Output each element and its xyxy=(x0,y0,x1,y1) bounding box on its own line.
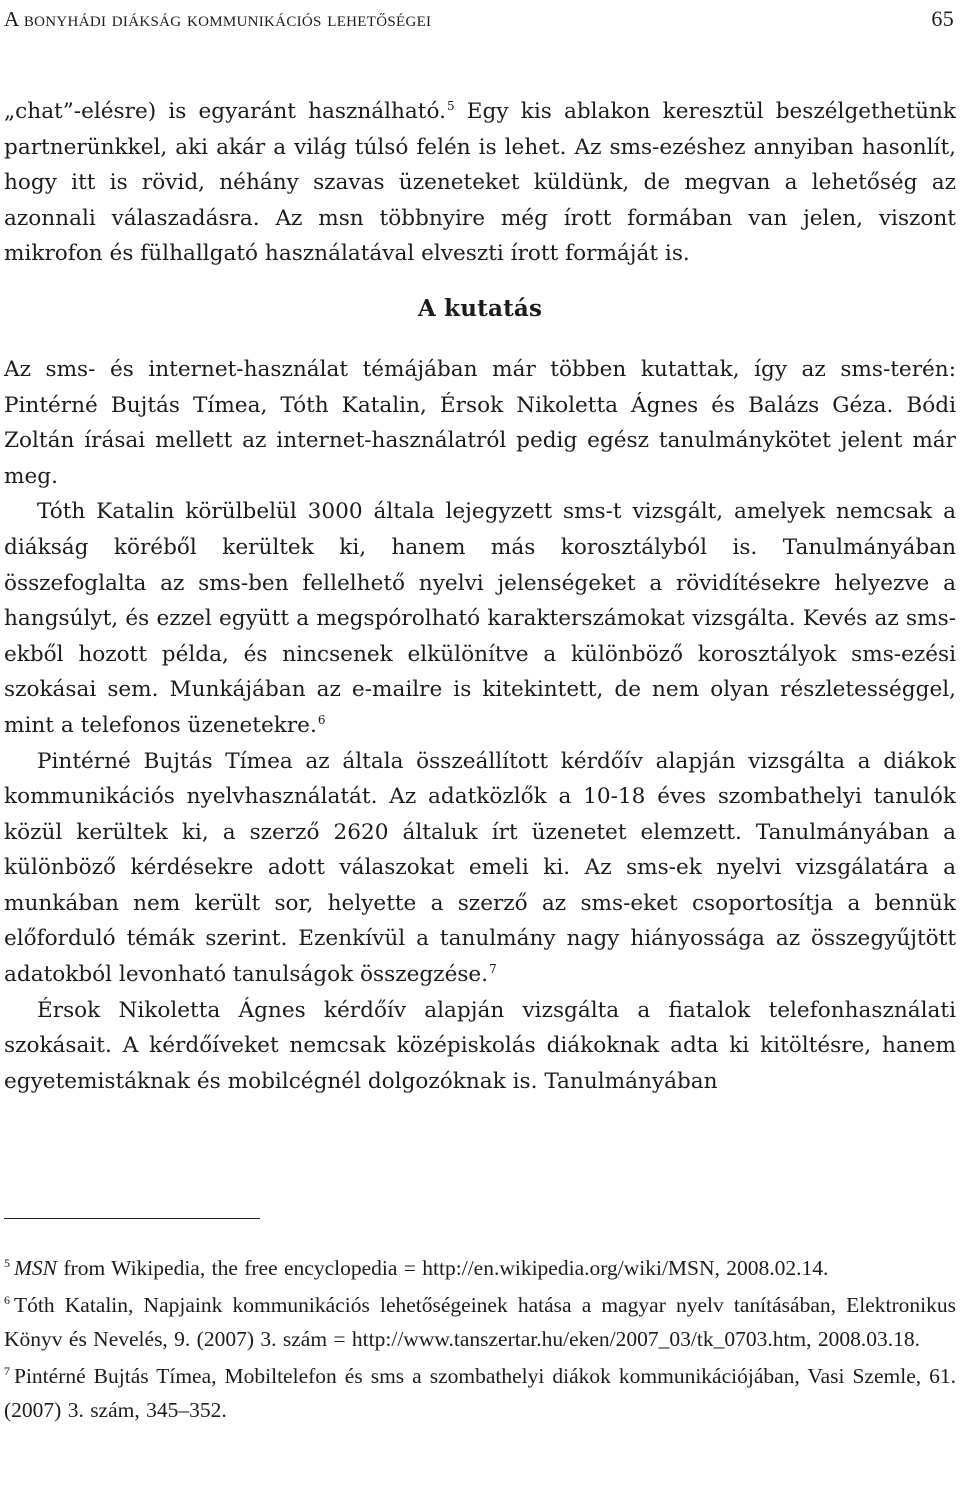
paragraph-3-text: Tóth Katalin körülbelül 3000 általa lejegyzett sms-t vizsgált, amelyek nemcsak a diákság köréből kerültek ki, hanem más korosztályból is. Tanulmányában összefoglalta az sms-ben fellelhető nyelvi jelenségeket a rövidítésekre helyezve a hangsúlyt, és ezzel együtt a megspórolható karakterszámokat vizsgálta. Kevés az sms-ekből hozott példa, és nincsenek elkülönítve a különböző korosztályok sms-ezési szokásai sem. Munkájában az e-mailre is kitekintett, de nem olyan részletességgel, mint a telefonos üzenetekre. xyxy=(4,499,956,738)
footnote-ref-6[interactable]: 6 xyxy=(317,712,326,727)
document-page xyxy=(4,0,956,1497)
footnote-divider xyxy=(4,1218,260,1219)
body-text xyxy=(4,94,956,1099)
paragraph-3 xyxy=(4,494,956,743)
footnote-6-number: 6 xyxy=(4,1292,10,1307)
section-heading: A kutatás xyxy=(417,294,543,322)
running-header xyxy=(4,4,956,34)
footnote-5 xyxy=(4,1251,956,1286)
footnote-7 xyxy=(4,1359,956,1428)
paragraph-1 xyxy=(4,94,956,272)
page-number: 65 xyxy=(931,6,954,31)
paragraph-4 xyxy=(4,744,956,993)
footnotes xyxy=(4,1251,956,1430)
footnote-7-text: Pintérné Bujtás Tímea, Mobiltelefon és sms a szombathelyi diákok kommunikációjában, Vasi Szemle, 61. (2007) 3. szám, 345–352. xyxy=(4,1363,956,1422)
paragraph-1-text-b: Egy kis ablakon keresztül beszélgethetünk partnerünkkel, aki akár a világ túlsó felén is lehet. Az sms-ezéshez annyiban hasonlít, hogy itt is rövid, néhány szavas üzeneteket küldünk, de megvan a lehetőség az azonnali válaszadásra. Az msn többnyire még írott formában van jelen, viszont mikrofon és fülhallgató használatával elveszti írott formáját is. xyxy=(4,99,956,267)
footnote-5-title: MSN xyxy=(14,1256,57,1280)
footnote-6-text: Tóth Katalin, Napjaink kommunikációs lehetőségeinek hatása a magyar nyelv tanításában, Elektronikus Könyv és Nevelés, 9. (2007) 3. szám = http://www.tanszertar.hu/eken/2007_03/tk_0703.htm, 2008.03.18. xyxy=(4,1292,956,1351)
running-title: A bonyhádi diákság kommunikációs lehetőségei xyxy=(4,6,432,31)
footnote-ref-5[interactable]: 5 xyxy=(446,99,455,113)
footnote-5-text: from Wikipedia, the free encyclopedia = http://en.wikipedia.org/wiki/MSN, 2008.02.14. xyxy=(57,1256,829,1280)
paragraph-5: Érsok Nikoletta Ágnes kérdőív alapján vizsgálta a fiatalok telefonhasználati szokásait. A kérdőíveket nemcsak középiskolás diákoknak adta ki kitöltésre, hanem egyetemistáknak és mobilcégnél dolgozóknak is. Tanulmányában xyxy=(4,997,956,1094)
footnote-5-number: 5 xyxy=(4,1256,10,1270)
footnote-ref-7[interactable]: 7 xyxy=(489,962,497,977)
footnote-6 xyxy=(4,1288,956,1357)
footnote-7-number: 7 xyxy=(4,1363,10,1378)
paragraph-1-text-a: „chat”-elésre) is egyaránt használható. xyxy=(4,99,446,124)
paragraph-4-text: Pintérné Bujtás Tímea az általa összeállított kérdőív alapján vizsgálta a diákok kommunikációs nyelvhasználatát. Az adatközlők a 10-18 éves szombathelyi tanulók közül kerültek ki, a szerző 2620 általuk írt üzenetet elemzett. Tanulmányában a különböző kérdésekre adott válaszokat emeli ki. Az sms-ek nyelvi vizsgálatára a munkában nem került sor, helyette a szerző az sms-eket csoportosítja a bennük előforduló témák szerint. Ezenkívül a tanulmány nagy hiányossága az összegyűjtött adatokból levonható tanulságok összegzése. xyxy=(4,748,956,988)
paragraph-2: Az sms- és internet-használat témájában már többen kutattak, így az sms-terén: Pintérné Bujtás Tímea, Tóth Katalin, Érsok Nikoletta Ágnes és Balázs Géza. Bódi Zoltán írásai mellett az internet-használatról pedig egész tanulmánykötet jelent már meg. xyxy=(4,356,956,489)
